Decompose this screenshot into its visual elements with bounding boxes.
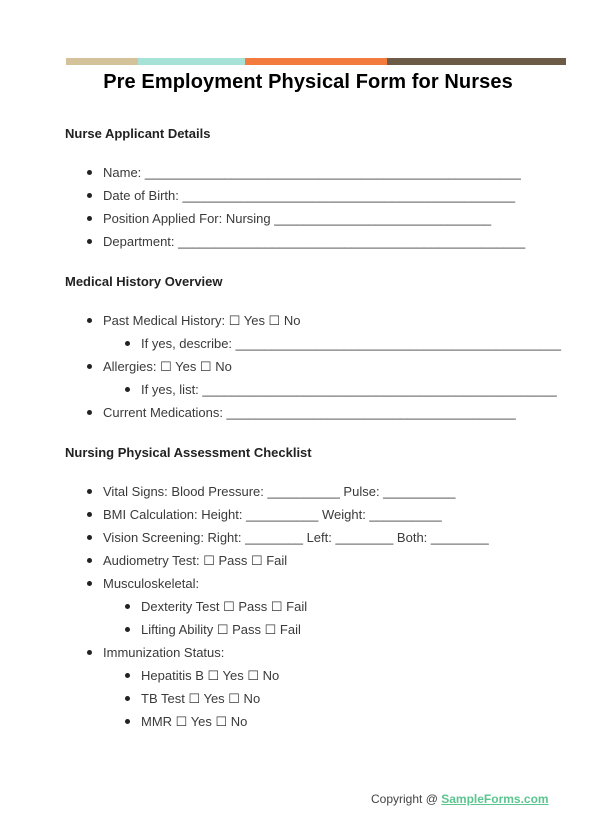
color-bar-segment-tan <box>66 58 138 65</box>
section-heading-medical-history: Medical History Overview <box>65 274 223 289</box>
color-bar-segment-mint <box>138 58 245 65</box>
list-item-hepatitis-b[interactable]: Hepatitis B ☐ Yes ☐ No <box>0 664 489 687</box>
page-title: Pre Employment Physical Form for Nurses <box>103 71 513 93</box>
list-item-lifting-ability[interactable]: Lifting Ability ☐ Pass ☐ Fail <box>0 618 489 641</box>
list-item-position[interactable]: Position Applied For: Nursing ______________________________ <box>0 207 525 230</box>
list-item-audiometry-test[interactable]: Audiometry Test: ☐ Pass ☐ Fail <box>0 549 489 572</box>
list-item-if-yes-describe[interactable]: If yes, describe: _____________________________________________ <box>0 332 561 355</box>
list-item-past-medical-history[interactable]: Past Medical History: ☐ Yes ☐ No <box>0 309 561 332</box>
list-item-current-medications[interactable]: Current Medications: ________________________________________ <box>0 401 561 424</box>
list-item-mmr[interactable]: MMR ☐ Yes ☐ No <box>0 710 489 733</box>
list-item-vision-screening[interactable]: Vision Screening: Right: ________ Left: ________ Both: ________ <box>0 526 489 549</box>
header-color-bar <box>66 58 566 65</box>
list-item-tb-test[interactable]: TB Test ☐ Yes ☐ No <box>0 687 489 710</box>
list-item-department[interactable]: Department: ________________________________________________ <box>0 230 525 253</box>
list-item-bmi-calculation[interactable]: BMI Calculation: Height: __________ Weight: __________ <box>0 503 489 526</box>
list-item-if-yes-list[interactable]: If yes, list: _________________________________________________ <box>0 378 561 401</box>
sampleforms-link[interactable]: SampleForms.com <box>441 792 549 806</box>
color-bar-segment-orange <box>245 58 387 65</box>
section-heading-assessment-checklist: Nursing Physical Assessment Checklist <box>65 445 312 460</box>
medical-history-list <box>0 309 561 424</box>
list-item-immunization-status: Immunization Status: <box>0 641 489 664</box>
list-item-vital-signs[interactable]: Vital Signs: Blood Pressure: __________ Pulse: __________ <box>0 480 489 503</box>
section-heading-applicant-details: Nurse Applicant Details <box>65 126 211 141</box>
assessment-checklist-list <box>0 480 489 733</box>
footer-copyright <box>371 792 549 806</box>
list-item-dexterity-test[interactable]: Dexterity Test ☐ Pass ☐ Fail <box>0 595 489 618</box>
color-bar-segment-brown <box>387 58 566 65</box>
list-item-name[interactable]: Name: ____________________________________________________ <box>0 161 525 184</box>
list-item-date-of-birth[interactable]: Date of Birth: ______________________________________________ <box>0 184 525 207</box>
applicant-details-list <box>0 161 525 253</box>
copyright-text: Copyright @ <box>371 792 442 806</box>
list-item-allergies[interactable]: Allergies: ☐ Yes ☐ No <box>0 355 561 378</box>
list-item-musculoskeletal: Musculoskeletal: <box>0 572 489 595</box>
